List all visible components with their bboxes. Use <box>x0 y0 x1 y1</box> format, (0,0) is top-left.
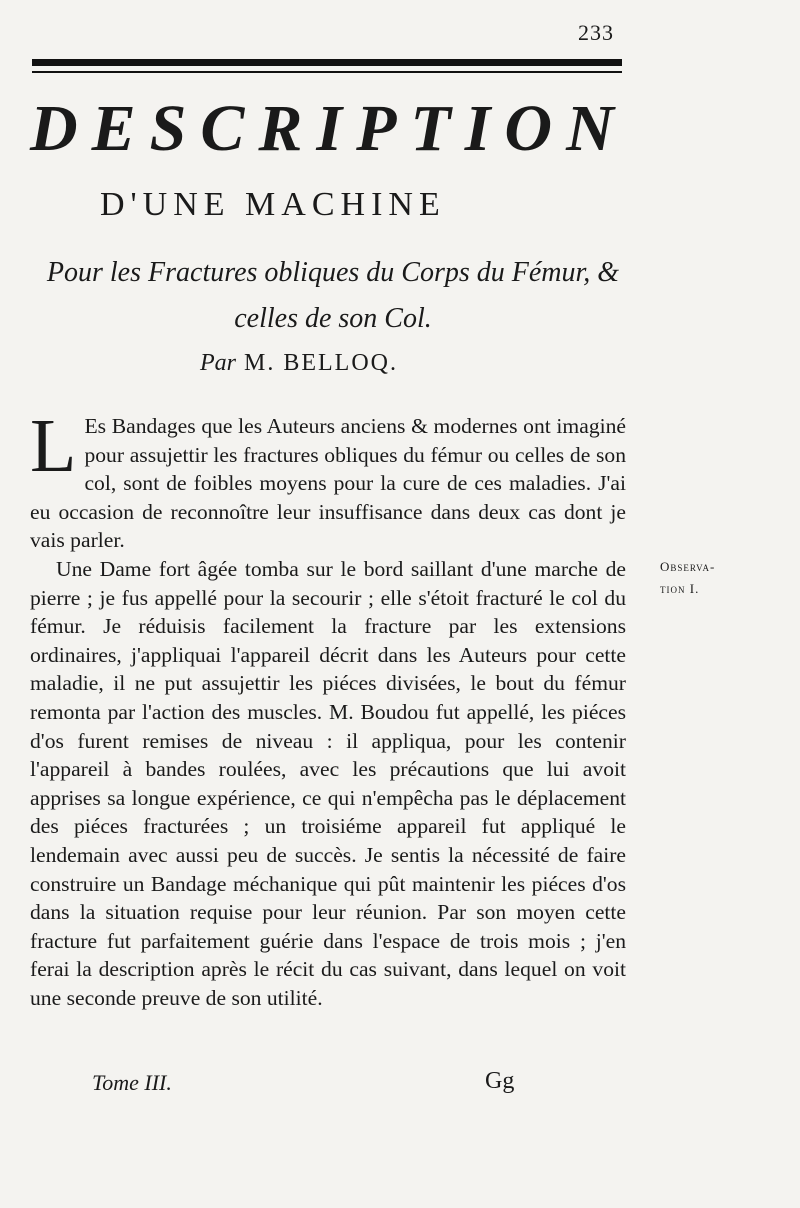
title-subline: D'UNE MACHINE <box>100 186 446 223</box>
page-title: DESCRIPTION <box>30 92 628 165</box>
body-text <box>30 404 626 1012</box>
page-number: 233 <box>578 20 614 45</box>
title-description: Pour les Fractures obliques du Corps du Fémur, & celles de son Col. <box>46 257 620 334</box>
footer-tome: Tome III. <box>92 1070 172 1095</box>
byline-prefix: Par <box>200 350 236 376</box>
byline <box>200 350 398 377</box>
footer-signature: Gg <box>485 1068 515 1094</box>
margin-note-line-2: tion I. <box>660 581 700 596</box>
paragraph-2: Une Dame fort âgée tomba sur le bord saillant d'une marche de pierre ; je fus appellé pour la secourir ; elle s'étoit fracturé le col du fémur. Je réduisis facilement la fracture par les extensions ordinaires, j'appliquai l'appareil décrit dans les Auteurs pour cette maladie, il ne put assujettir les piéces divisées, le bout du fémur remonta par l'action des muscles. M. Boudou fut appellé, les piéces d'os furent remises de niveau : il appliqua, pour les contenir l'appareil à bandes roulées, avec les précautions que lui avoit apprises sa longue expérience, ce qui n'empêcha pas le déplacement des piéces fracturées ; un troisiéme appareil fut appliqué le lendemain avec aussi peu de succès. Je sentis la nécessité de faire construire un Bandage méchanique qui pût maintenir les piéces d'os dans la situation requise pour leur réunion. Par son moyen cette fracture fut parfaitement guérie dans l'espace de trois mois ; j'en ferai la description après le récit du cas suivant, dans lequel on voit une seconde preuve de son utilité. <box>30 556 626 1010</box>
byline-author: M. BELLOQ. <box>244 350 398 376</box>
paragraph-1 <box>30 404 626 555</box>
header-rule-thin <box>32 71 622 73</box>
header-rule-thick <box>32 59 622 66</box>
margin-note-line-1: Observa- <box>660 559 716 574</box>
drop-cap: L <box>30 404 77 488</box>
paragraph-1-text: Es Bandages que les Auteurs anciens & modernes ont imaginé pour assujettir les fractures obliques du fémur ou celles de son col, sont de foibles moyens pour la cure de ces maladies. J'ai eu occasion de reconnoître leur insuffisance dans deux cas dont je vais parler. <box>30 414 626 553</box>
margin-note <box>660 556 715 600</box>
